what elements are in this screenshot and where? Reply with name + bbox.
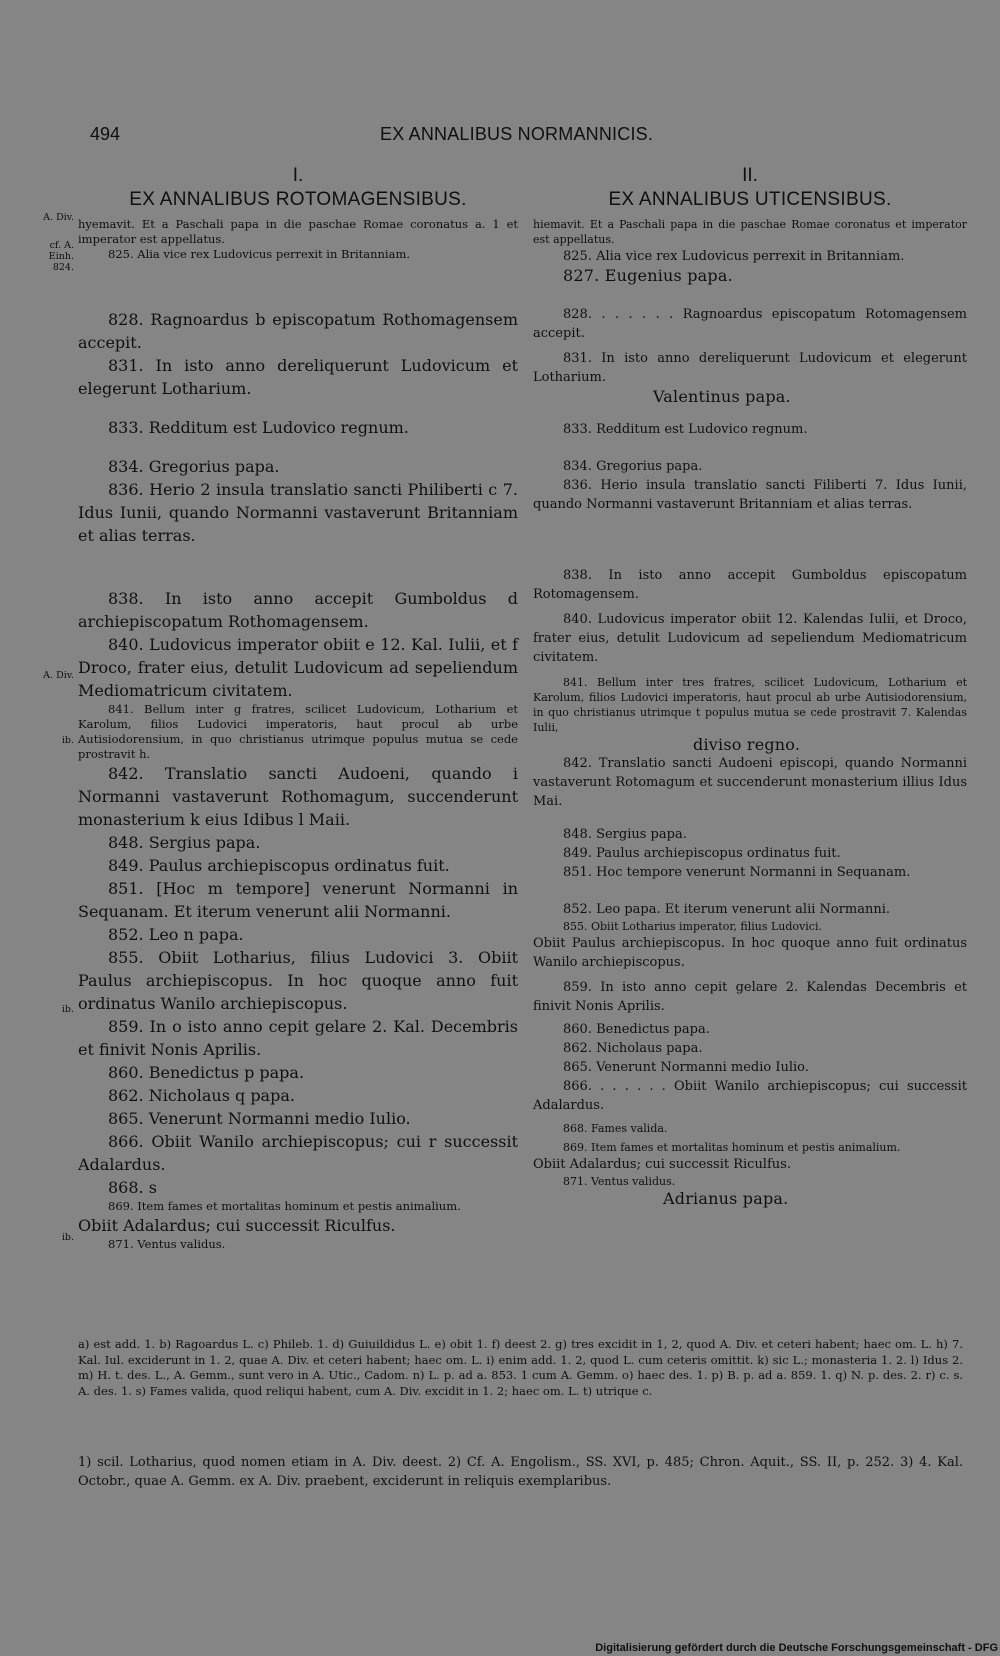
annal-entry: 868. s xyxy=(108,1178,157,1197)
annal-entry: 831. In isto anno dereliquerunt Ludovicum et elegerunt Lotharium. xyxy=(533,351,967,385)
annal-entry: 834. Gregorius papa. xyxy=(563,459,703,474)
annal-entry: hiemavit. Et a Paschali papa in die paschae Romae coronatus et imperator est appellatus. xyxy=(533,218,967,246)
annal-entry: 833. Redditum est Ludovico regnum. xyxy=(563,422,808,437)
annal-entry: 849. Paulus archiepiscopus ordinatus fuit. xyxy=(563,846,841,861)
column-title: EX ANNALIBUS UTICENSIBUS. xyxy=(608,189,892,210)
annal-entry: 842. Translatio sancti Audoeni, quando i Normanni vastaverunt Rothomagum, succenderunt monasterium k eius Idibus l Maii. xyxy=(78,764,518,829)
annal-entry: 866. Obiit Wanilo archiepiscopus; cui r successit Adalardus. xyxy=(78,1132,518,1174)
variant-footnotes: a) est add. 1. b) Ragoardus L. c) Phileb. 1. d) Guiuildidus L. e) obit 1. f) deest 2. g) tres excidit in 1, 2, quod A. Div. et ceteri habent; haec om. L. h) 7. Kal. Iul. exciderunt in 1. 2, quae A. Div. et ceteri habent; haec om. L. i) enim add. 1. 2, quod L. cum ceteris omittit. k) sic L.; monasteria 1. 2. l) Idus 2. m) H. t. des. L., A. Gemm., sunt vero in A. Utic., Cadom. n) L. p. ad a. 853. 1 cum A. Gemm. o) haec des. 1. p) B. p. ad a. 859. 1. q) N. p. des. 2. r) c. s. A. des. 1. s) Fames valida, quod reliqui habent, cum A. Div. excidit in 1. 2; haec om. L. t) utrique c. xyxy=(78,1337,963,1398)
annal-entry: 869. Item fames et mortalitas hominum et pestis animalium. xyxy=(563,1141,901,1154)
margin-note: cf. A. Einh. 824. xyxy=(48,240,74,273)
annal-entry: 859. In isto anno cepit gelare 2. Kalendas Decembris et finivit Nonis Aprilis. xyxy=(533,980,967,1014)
annal-entry: 852. Leo n papa. xyxy=(108,925,244,944)
annal-entry: 852. Leo papa. Et iterum venerunt alii Normanni. xyxy=(563,902,891,917)
annal-entry: 840. Ludovicus imperator obiit e 12. Kal. Iulii, et f Droco, frater eius, detulit Ludovicum ad sepeliendum Mediomatricum civitatem. xyxy=(78,635,518,700)
annal-entry: 841. Bellum inter tres fratres, scilicet Ludovicum, Lotharium et Karolum, filios Ludovici imperatoris, haut procul ab urbe Autisiodorensium, in quo christianus utrimque t populus mutua se cede prostravit 7. Kalendas Iulii, xyxy=(533,676,967,734)
annal-entry: 855. Obiit Lotharius, filius Ludovici 3. Obiit Paulus archiepiscopus. In hoc quoque anno fuit ordinatus Wanilo archiepiscopus. xyxy=(78,948,518,1013)
annal-entry: Adrianus papa. xyxy=(663,1189,789,1208)
annal-entry: hyemavit. Et a Paschali papa in die paschae Romae coronatus a. 1 et imperator est appellatus. xyxy=(78,217,518,246)
annal-entry: Valentinus papa. xyxy=(653,387,791,406)
annal-entry: 865. Venerunt Normanni medio Iulio. xyxy=(108,1109,411,1128)
annal-entry: 851. [Hoc m tempore] venerunt Normanni in Sequanam. Et iterum venerunt alii Normanni. xyxy=(78,879,518,921)
annal-entry: 859. In o isto anno cepit gelare 2. Kal. Decembris et finivit Nonis Aprilis. xyxy=(78,1017,518,1059)
annal-entry: 866. . . . . . . Obiit Wanilo archiepiscopus; cui successit Adalardus. xyxy=(533,1079,967,1113)
annal-entry: 834. Gregorius papa. xyxy=(108,457,280,476)
column-numeral: I. xyxy=(292,165,304,186)
annal-entry: 848. Sergius papa. xyxy=(108,833,261,852)
annal-entry: 831. In isto anno dereliquerunt Ludovicum et elegerunt Lotharium. xyxy=(78,356,518,398)
annal-entry: Obiit Paulus archiepiscopus. In hoc quoque anno fuit ordinatus Wanilo archiepiscopus. xyxy=(533,936,967,970)
annal-entry: 851. Hoc tempore venerunt Normanni in Sequanam. xyxy=(563,865,911,880)
page-header xyxy=(0,124,1000,150)
annal-entry: 862. Nicholaus q papa. xyxy=(108,1086,295,1105)
page-number: 494 xyxy=(90,124,121,144)
annal-entry: 869. Item fames et mortalitas hominum et pestis animalium. xyxy=(108,1199,461,1213)
column-rotomagenses xyxy=(78,165,518,1252)
annal-entry: 871. Ventus validus. xyxy=(108,1237,226,1251)
margin-note: ib. xyxy=(61,735,74,746)
annal-entry: 838. In isto anno accepit Gumboldus d archiepiscopatum Rothomagensem. xyxy=(78,589,518,631)
running-title: EX ANNALIBUS NORMANNICIS. xyxy=(380,124,654,144)
margin-note: A. Div. xyxy=(43,670,74,681)
annal-entry: 828. Ragnoardus b episcopatum Rothomagensem accepit. xyxy=(78,310,518,352)
annal-entry: 836. Herio 2 insula translatio sancti Philiberti c 7. Idus Iunii, quando Normanni vastaverunt Britanniam et alias terras. xyxy=(78,480,518,545)
annal-entry: 836. Herio insula translatio sancti Filiberti 7. Idus Iunii, quando Normanni vastaverunt Britanniam et alias terras. xyxy=(533,478,967,512)
column-uticenses xyxy=(533,165,967,1208)
annal-entry: 862. Nicholaus papa. xyxy=(563,1041,703,1056)
annal-entry: 842. Translatio sancti Audoeni episcopi, quando Normanni vastaverunt Rotomagum et succenderunt monasterium illius Idus Mai. xyxy=(533,756,967,809)
annal-entry: 825. Alia vice rex Ludovicus perrexit in Britanniam. xyxy=(108,247,411,261)
annal-entry: 849. Paulus archiepiscopus ordinatus fuit. xyxy=(108,856,450,875)
column-title: EX ANNALIBUS ROTOMAGENSIBUS. xyxy=(129,189,467,210)
annal-entry: 860. Benedictus papa. xyxy=(563,1022,710,1037)
annal-entry: 828. . . . . . . Ragnoardus episcopatum Rotomagensem accepit. xyxy=(533,307,967,341)
annal-entry: 840. Ludovicus imperator obiit 12. Kalendas Iulii, et Droco, frater eius, detulit Ludovicum ad sepeliendum Mediomatricum civitatem. xyxy=(533,612,967,665)
annal-entry: 871. Ventus validus. xyxy=(563,1175,676,1188)
annal-entry: 848. Sergius papa. xyxy=(563,827,687,842)
annal-entry: 841. Bellum inter g fratres, scilicet Ludovicum, Lotharium et Karolum, filios Ludovici imperatoris, haut procul ab urbe Autisiodorensium, in quo christianus utrimque populus mutua se cede prostravit h. xyxy=(78,702,518,761)
annal-entry: 838. In isto anno accepit Gumboldus episcopatum Rotomagensem. xyxy=(533,568,967,602)
annal-entry: Obiit Adalardus; cui successit Riculfus. xyxy=(78,1216,396,1235)
annal-entry: diviso regno. xyxy=(693,735,801,754)
annal-entry: 827. Eugenius papa. xyxy=(563,266,733,285)
margin-note: ib. xyxy=(61,1004,74,1015)
annal-entry: 833. Redditum est Ludovico regnum. xyxy=(108,418,409,437)
annal-entry: 855. Obiit Lotharius imperator, filius Ludovici. xyxy=(563,920,822,933)
annal-entry: Obiit Adalardus; cui successit Riculfus. xyxy=(533,1157,791,1172)
numbered-footnotes: 1) scil. Lotharius, quod nomen etiam in A. Div. deest. 2) Cf. A. Engolism., SS. XVI, p. 485; Chron. Aquit., SS. II, p. 252. 3) 4. Kal. Octobr., quae A. Gemm. ex A. Div. praebent, exciderunt in reliquis exemplaribus. xyxy=(78,1455,963,1489)
annal-entry: 868. Fames valida. xyxy=(563,1122,668,1135)
margin-note: A. Div. xyxy=(43,212,74,223)
dfg-colophon: Digitalisierung gefördert durch die Deutsche Forschungsgemeinschaft - DFG xyxy=(595,1642,998,1654)
annal-entry: 825. Alia vice rex Ludovicus perrexit in Britanniam. xyxy=(563,249,905,264)
annal-entry: 860. Benedictus p papa. xyxy=(108,1063,305,1082)
column-numeral: II. xyxy=(742,165,758,186)
annal-entry: 865. Venerunt Normanni medio Iulio. xyxy=(563,1060,809,1075)
margin-note: ib. xyxy=(61,1232,74,1243)
